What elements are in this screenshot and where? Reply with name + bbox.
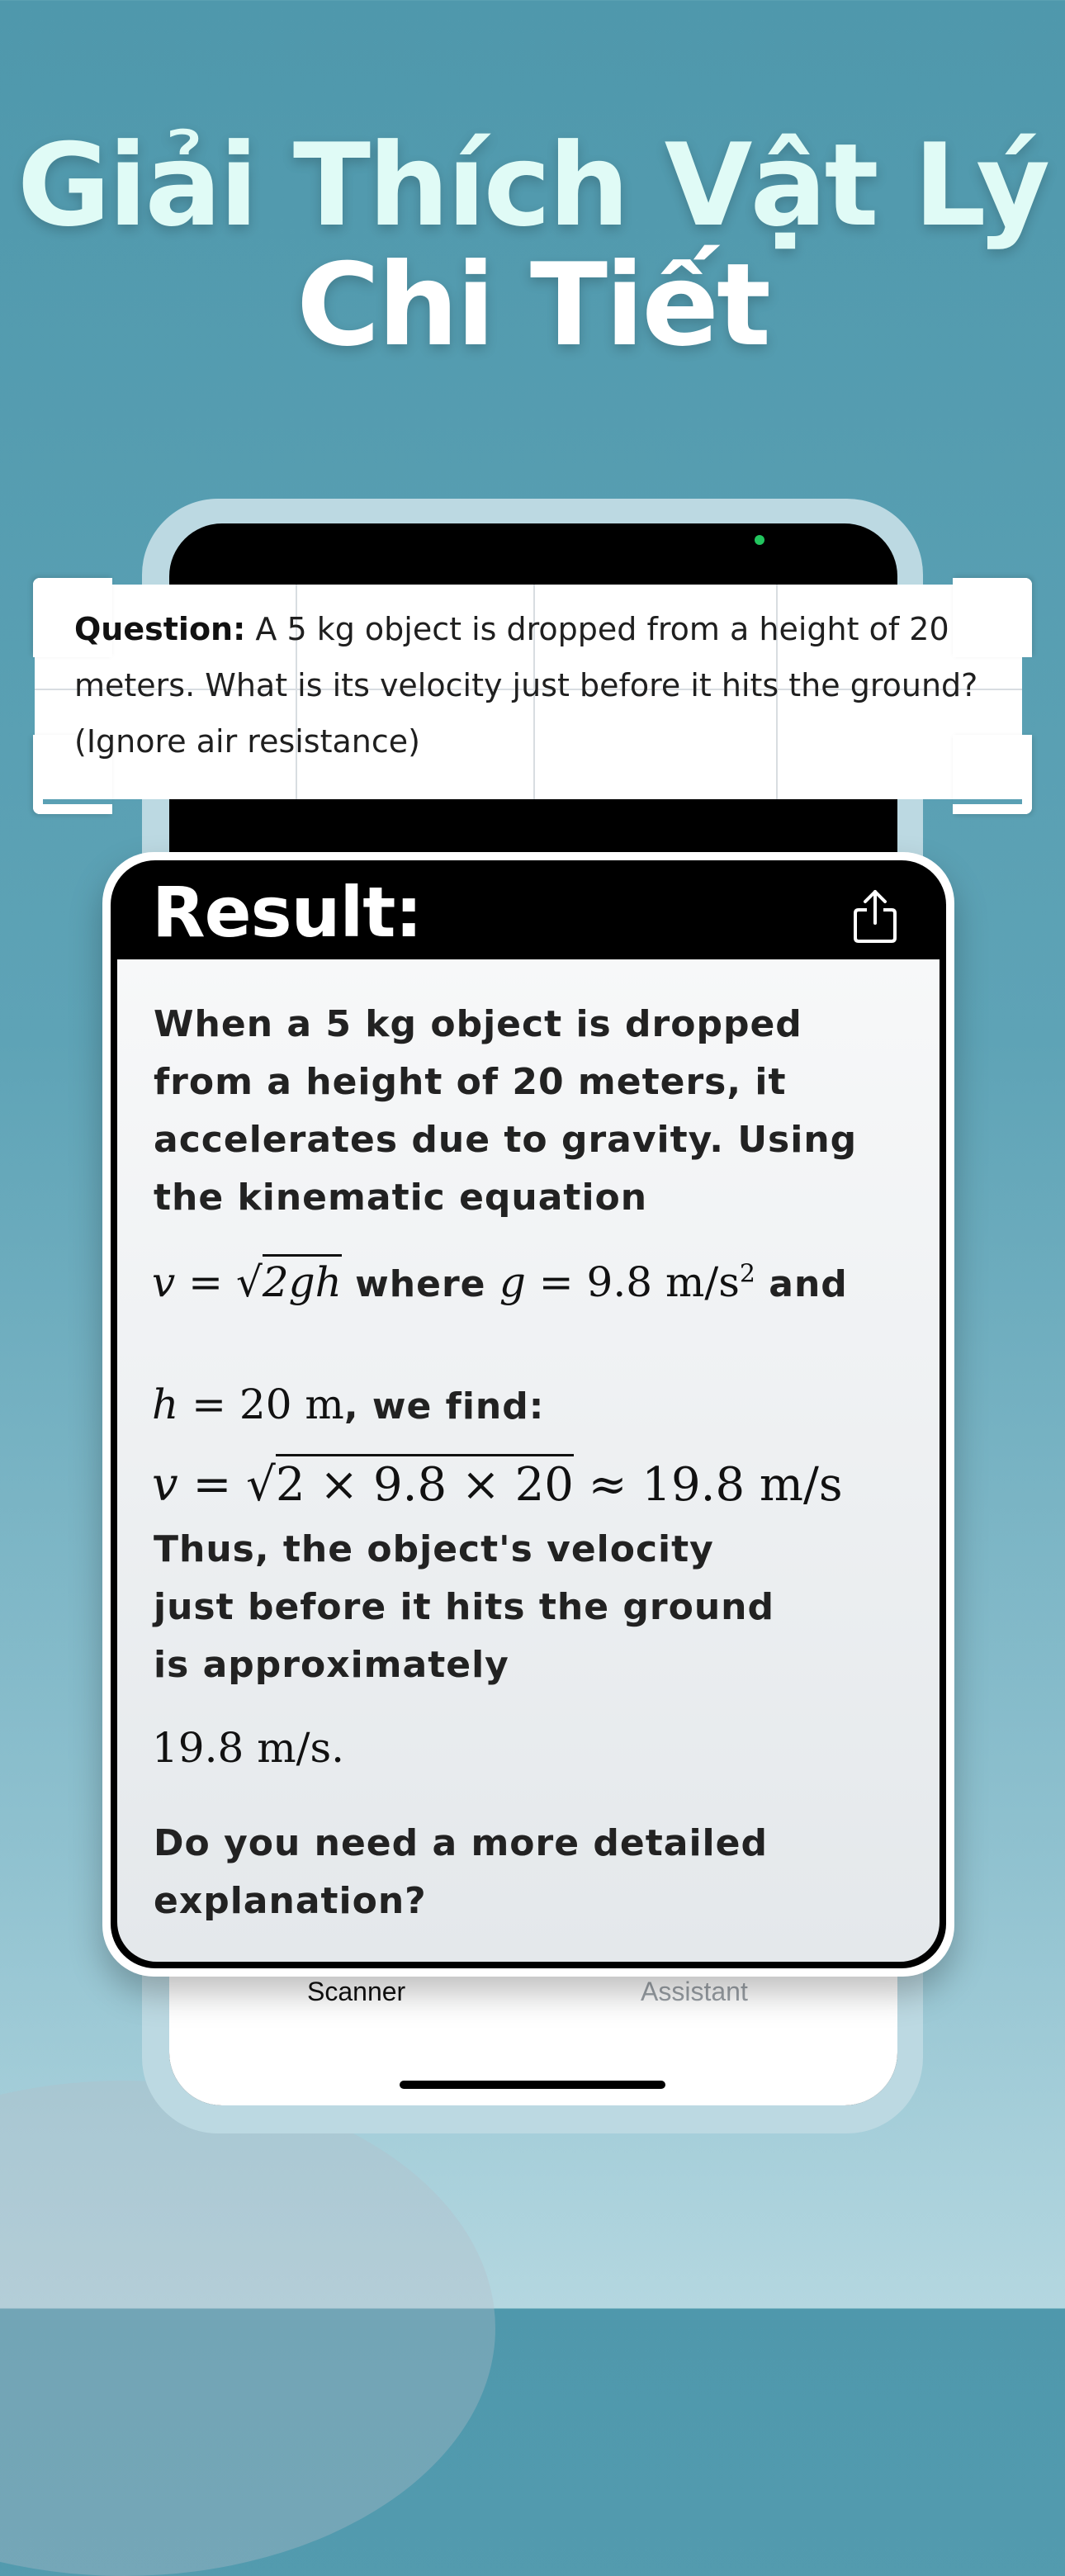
headline-line-2: Chi Tiết: [296, 239, 769, 372]
eq2-h-value: = 20 m: [178, 1380, 344, 1428]
eq3-equals: =: [178, 1458, 247, 1512]
headline-line-1: Giải Thích Vật Lý: [17, 119, 1048, 252]
eq1-sqrt-body: 2gh: [263, 1254, 342, 1306]
tab-assistant[interactable]: Assistant: [641, 1977, 748, 2006]
eq1-g-value: = 9.8 m/s: [525, 1258, 740, 1306]
result-intro: When a 5 kg object is dropped from a height of 20 meters, it accelerates due to gravity. Using the kinematic equation: [154, 1003, 858, 1219]
share-icon[interactable]: [852, 888, 898, 945]
sqrt-symbol: √: [235, 1258, 263, 1306]
eq3-sqrt-body: 2 × 9.8 × 20: [276, 1454, 574, 1512]
result-followup: Do you need a more detailed explanation?: [154, 1822, 768, 1922]
camera-indicator-icon: [755, 535, 764, 545]
background-decoration: [0, 2081, 495, 2576]
eq1-g: g: [499, 1258, 526, 1306]
result-answer: 19.8 m/s.: [152, 1724, 345, 1772]
tab-scanner[interactable]: Scanner: [307, 1977, 406, 2006]
question-body: A 5 kg object is dropped from a height of 20 meters. What is its velocity just before it hits the ground? (Ignore air resistance): [74, 611, 978, 760]
headline: [0, 119, 1065, 372]
eq1-where: where: [341, 1263, 499, 1305]
eq3-approx: ≈ 19.8 m/s: [573, 1458, 843, 1512]
home-indicator[interactable]: [400, 2081, 665, 2089]
sqrt-symbol: √: [246, 1458, 276, 1512]
result-title: Result:: [152, 872, 422, 953]
question-text: [74, 601, 999, 769]
result-conclusion: Thus, the object's velocity just before it hits the ground is approximately: [154, 1528, 774, 1686]
eq1-lhs: v: [152, 1258, 176, 1306]
eq1-equals: =: [175, 1258, 236, 1306]
eq2-tail: , we find:: [343, 1385, 545, 1428]
eq1-and: and: [755, 1263, 848, 1305]
equation-3: [152, 1458, 843, 1512]
equation-1: [152, 1258, 848, 1306]
eq2-h: h: [152, 1380, 179, 1428]
eq1-exponent: 2: [739, 1259, 755, 1289]
eq3-lhs: v: [152, 1458, 178, 1512]
equation-2: [152, 1380, 544, 1428]
question-label: Question:: [74, 611, 246, 647]
